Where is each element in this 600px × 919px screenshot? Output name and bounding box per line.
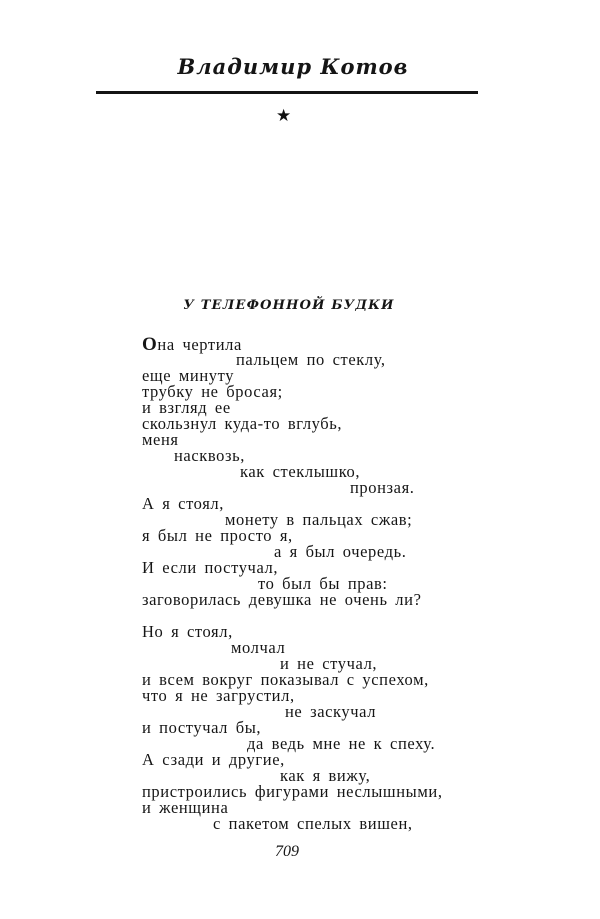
header-rule [96,91,478,94]
author-heading: Владимир Котов [177,54,409,79]
poem-line: монету в пальцах сжав; [225,510,413,529]
poem-line: еще минуту [142,366,235,385]
star-ornament-icon: ★ [276,106,292,126]
poem-line: А я стоял, [142,494,224,513]
poem-line: и не стучал, [280,654,378,673]
poem-line: молчал [231,638,286,657]
drop-cap: О [142,334,158,355]
poem-line: и всем вокруг показывал с успехом, [142,670,429,689]
poem-line: а я был очередь. [274,542,407,561]
poem-line: Она чертила [142,334,242,355]
poem-line: как я вижу, [280,766,371,785]
poem-line: и постучал бы, [142,718,262,737]
poem-line: и взгляд ее [142,398,231,417]
poem-line: насквозь, [174,446,245,465]
poem-line: что я не загрустил, [142,686,295,705]
poem-line: я был не просто я, [142,526,293,545]
poem-line: пристроились фигурами неслышными, [142,782,443,801]
poem-line: пронзая. [350,478,415,497]
poem-line: не заскучал [285,702,377,721]
poem-line: И если постучал, [142,558,279,577]
poem-line: и женщина [142,798,229,817]
page-number: 709 [275,843,299,860]
poem-line: трубку не бросая; [142,382,283,401]
poem-line: то был бы прав: [258,574,388,593]
poem-line: как стеклышко, [240,462,361,481]
poem-line: меня [142,430,179,449]
poem-line: с пакетом спелых вишен, [213,814,413,833]
poem-line: пальцем по стеклу, [236,350,386,369]
poem-line: А сзади и другие, [142,750,285,769]
poem-line: Но я стоял, [142,622,233,641]
poem-title: У ТЕЛЕФОННОЙ БУДКИ [183,298,395,313]
poem-line: заговорилась девушка не очень ли? [142,590,422,609]
poem-line: скользнул куда-то вглубь, [142,414,343,433]
poem-line: да ведь мне не к спеху. [247,734,436,753]
